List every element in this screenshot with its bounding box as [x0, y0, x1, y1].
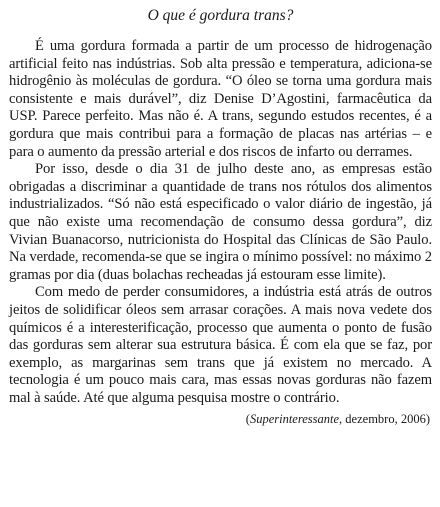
article-title: O que é gordura trans? — [147, 7, 294, 24]
paragraph-3: Com medo de perder consumidores, a indústria está atrás de outros jeitos de solidificar óleos sem arrasar corações. A mais nova vedete dos químicos é a interesterificação, processo que aumenta o ponto de fusão das gorduras sem alterar sua estrutura básica. É com ela que se faz, por exemplo, as margarinas sem trans que já existem no mercado. A tecnologia é um pouco mais cara, mas essas novas gorduras não fazem mal à saúde. Até que alguma pesquisa mostre o contrário. — [9, 284, 432, 406]
paragraph-2: Por isso, desde o dia 31 de julho deste ano, as empresas estão obrigadas a discriminar a quantidade de trans nos rótulos dos alimentos industrializados. “Só não está especificado o valor diário de ingestão, já que não existe uma recomendação de consumo dessa gordura”, diz Vivian Buanacorso, nutricionista do Hospital das Clínicas de São Paulo. Na verdade, recomenda-se que se ingira o mínimo possível: no máximo 2 gramas por dia (duas bolachas recheadas já estouram esse limite). — [9, 161, 432, 283]
source-citation — [9, 411, 432, 427]
paragraph-1: É uma gordura formada a partir de um processo de hidrogenação artificial feito nas indústrias. Sob alta pressão e temperatura, adiciona-se hidrogênio às moléculas de gordura. “O óleo se torna uma gordura mais consistente e mais durável”, diz Denise D’Agostini, farmacêutica da USP. Parece perfeito. Mas não é. A trans, segundo estudos recentes, é a gordura que mais contribui para a formação de placas nas artérias – e para o aumento da pressão arterial e dos riscos de infarto ou derrames. — [9, 38, 432, 160]
source-open: ( — [245, 412, 250, 427]
source-rest: , dezembro, 2006) — [339, 412, 430, 427]
source-magazine: Superinteressante — [249, 412, 340, 427]
